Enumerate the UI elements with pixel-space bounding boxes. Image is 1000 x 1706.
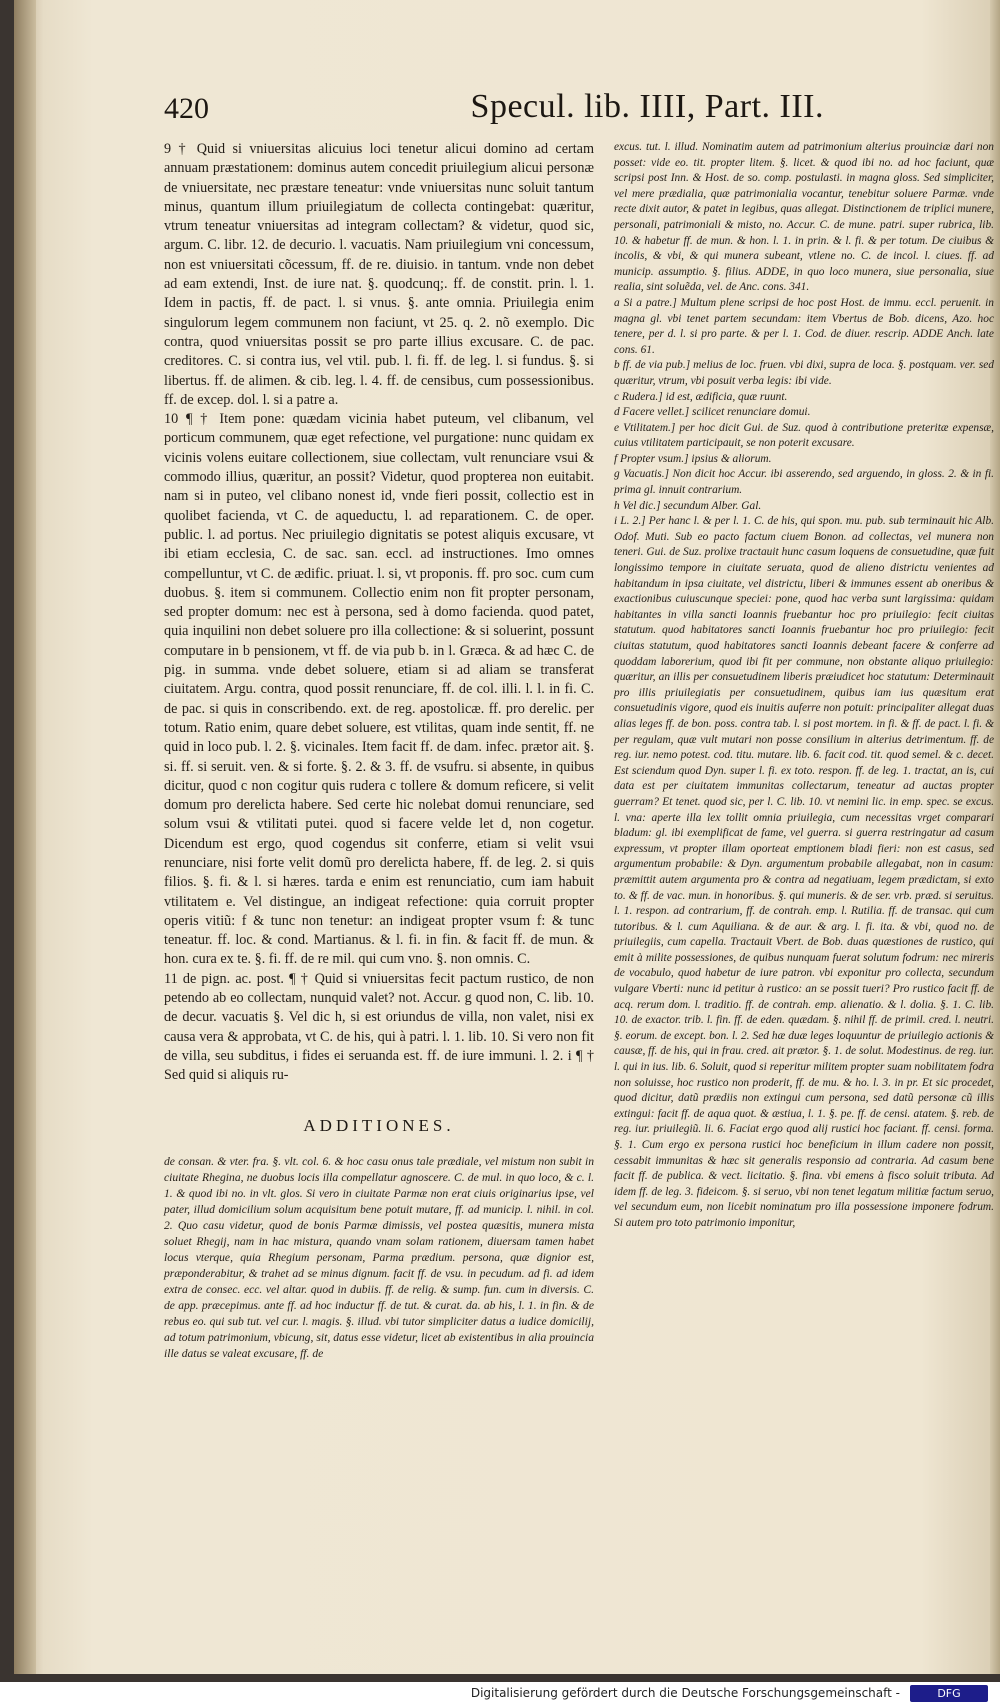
folio-number: 420 <box>164 92 209 125</box>
main-text-column <box>164 140 594 1086</box>
book-spine <box>14 0 36 1674</box>
gloss-g: g Vacuatis.] Non dicit hoc Accur. ibi asserendo, sed arguendo, in gloss. 2. & in fi. prima gl. innuit contrarium. <box>614 468 994 497</box>
digitization-footer <box>0 1682 1000 1706</box>
gloss-continuation: excus. tut. l. illud. Nominatim autem ad patrimonium alterius prouinciæ dari non posset: vide eo. tit. propter litem. §. licet. & quod ibi no. ad hoc faciunt, quæ scripsi post Inn. & Host. de so. comp. postulasti. in magna gloss. Sed simpliciter, vel mere prædialia, quæ patrimonialia vocantur, tenebitur soluere Parmæ. vnde recte dixit autor, & patet in legibus, quas allegat. Distinctionem de triplici munere, personali, patrimoniali & misto, no. Accur. C. de mune. patri. super rubrica, lib. 10. & habetur ff. de mun. & hon. l. 1. in prin. & l. fi. & per totum. De ciuibus & incolis, & vbi, & qui munera subeant, vtlene no. C. de incol. l. ciues. ff. ad municip. assumptio. §. filius. ADDE, in quo loco munera, siue personalia, siue realia, sint soluẽda, vel. de Anc. cons. 341. <box>614 141 994 294</box>
gloss-f: f Propter vsum.] ipsius & aliorum. <box>614 452 772 465</box>
gloss-e: e Vtilitatem.] per hoc dicit Gui. de Suz. quod à contributione preteritæ expensæ, cuius vtilitatem participauit, se non poterit excusare. <box>614 421 994 450</box>
gloss-h: h Vel dic.] secundum Alber. Gal. <box>614 499 762 512</box>
gloss-column <box>614 140 994 1232</box>
funding-note: Digitalisierung gefördert durch die Deutsche Forschungsgemeinschaft - <box>470 1686 900 1700</box>
book-page <box>14 0 1000 1674</box>
gloss-i: i L. 2.] Per hanc l. & per l. 1. C. de his, qui spon. mu. pub. sub terminauit hic Alb. Odof. Muti. Sub eo pacto factum ciuem Bonon. ad collectas, vel munera non teneri. Gui. de Suz. prolixe tractauit hunc casum loquens de consuetudine, quæ fuit longissimo tempore in ciuitate seruata, quod de alieno districtu venientes ad habitandum in ipsa ciuitate, vel districtu, liberi & immunes essent ab oneribus & exactionibus cuiuscunque speciei: pone, quod hac verba sunt largissima: quidam habitantes in villa sancti Ioannis fruebantur hoc pro priuilegio: fecit ciuitas statutum. quod habitatores sancti Ioannis fruebantur hoc pro priuilegio: fecit ciuitas statutum, quod habitatores sancti Ioannis debeant facere & conferre ad quoddam laborerium, quod ibi fit per commune, non obstante aliquo priuilegio: quæritur, an illis per consuetudinem liberis præiudicet hoc statutum: Determinauit pro illis priuilegiatis per consuetudinem, quibus iam ius quæsitum erat consuetudinis vigore, quod eis inuitis auferre non potuit: principaliter allegat duas alias leges ff. de bon. poss. contra tab. l. si post mortem. in fi. & ff. de pact. l. fi. & per regulam, quæ vult mutari non posse consilium in alterius detrimentum. ff. de reg. iur. nemo potest. cod. titu. mutare. lib. 6. facit cod. tit. quod semel. & c. decet. Est sciendum quod Dyn. super l. fi. ex toto. respon. ff. de leg. 1. tractat, an is, cui data est per ciuitatem immunitas collectarum, teneatur ad auctas propter guerram? Et tenet. quod sic, per l. C. lib. 10. vt nemini lic. in emp. spec. se excus. l. vna: aperte illa lex tollit omnia priuilegia, cum necessitas vrget comparari bladum: gl. ibi exemplificat de fame, vel guerra. si guerra restringatur ad casum expressum, vt propter illam oporteat emptionem bladi fieri: non est casus, sed argumentum probabile: & Dyn. argumentum probabile allegabat, non in casum: præmittit autem argumenta pro & contra ad negatiuam, legem prædictam, si exto to. & ff. de vac. mun. in honoribus. §. qui muneris. & de ser. vrb. præd. si seruitus. l. 1. respon. ad contrarium, ff. de contrah. emp. l. Rutilia. ff. de transac. qui cum tutoribus. & l. cum Aquiliana. & de aur. & arg. l. fi. ita. & vbi, quod no. de priuilegiis, cum capella. Tractauit Vbert. de Bob. duas quæstiones de rustico, qui emit à milite possessiones, de quibus nunquam fuerat solutum fodrum: nec mireris de vocabulo, quod habetur de iure patron. vbi exponitur pro collecta, secundum vulgare Vberti: nunc id petitur à rustico: an se possit tueri? Pro rustico facit ff. de acq. rerum dom. l. traditio. ff. de contrah. emp. alienatio. & l. dolia. §. 1. C. lib. 10. de exactor. trib. l. fin. ff. de eden. quædam. §. nihil ff. de primil. cred. l. neutri. §. eorum. de except. bon. l. 2. Sed hæ duæ leges loquuntur de priuilegio actionis & causæ, ff. de his, qui in frau. cred. ait prætor. §. 1. de solut. Modestinus. de reg. iur. l. qui in ius. lib. 6. Soluit, quod si reperitur militem propter suam nobilitatem fodra non soluisse, hoc rustico non proderit, ff. de mu. & ho. l. 3. in pr. Et sic procedet, quod dicitur, datũ prædiis non extingui cum persona, sed datũ personæ cũ illis extingui: facit ff. de aqua quot. & æstiua, l. 1. §. pe. ff. de censi. atatem. §. reb. de reg. iur. priuilegiũ. li. 6. Faciat ergo quod alij rustici hoc faciant. ff. censi. forma. §. 1. Cum ergo ex persona rustici hoc beneficium in illum cadere non possit, cessabit immunitas & hæc sit generalis responsio ad contraria. Ad casum bene facit ff. de publica. & vect. licitatio. §. fina. vbi emens à fisco soluit tributa. Ad idem ff. de leg. 3. fideicom. §. si seruo, vbi non tenet legatum militiæ factum seruo, vel secundum eum, non licebit nominatum pro illa possessione imponere fodrum. Si autem pro toto patrimonio imponitur, <box>614 515 994 1229</box>
gloss-b: b ff. de via pub.] melius de loc. fruen. vbi dixi, supra de loca. §. postquam. ver. sed quæritur, vtrum, vbi posuit verba legis: ibi vide. <box>614 359 994 387</box>
dfg-logo: DFG <box>910 1685 988 1702</box>
page-header <box>164 88 824 138</box>
additions-text: de consan. & vter. fra. §. vlt. col. 6. & hoc casu onus tale prædiale, vel mistum non subit in ciuitate Rhegina, ne duobus locis illa compellatur agnoscere. C. de mul. in quo loco, & c. l. 1. & quod ibi no. in vlt. glos. Si vero in ciuitate Parmæ non erat ciuis originarius ipse, vel pater, illud domicilium solum acquisitum bene potuit mutare, ff. ad municip. l. nihil. in col. 2. Quo casu videtur, quod de bonis Parmæ dimissis, vel postea quæsitis, munera mista soluet Rhegij, nam in hac mistura, quando vnam solam rationem, diuersam tamen habet locus vterque, quia Rhegium personam, Parma prædium. persona, quæ dignior est, præponderabitur, & trahet ad se minus dignum. facit ff. de vsu. in pecudum. ad fi. ad idem extra de consec. ecc. vel altar. quod in dubiis. ff. de relig. & sump. fun. cum in diversis. C. de app. præcepimus. ante ff. ad hoc inductur ff. de tut. & curat. da. ab his, l. 1. in fin. & de rebus eo. qui sub tut. vel cur. l. magis. §. illud. vbi tutor simpliciter datus a iudice domicilij, ad totum patrimonium, vbicung, sit, datus esse videtur, licet ab existentibus in alia prouincia ille datus se valeat excusare, ff. de <box>164 1155 594 1360</box>
gloss-c: c Rudera.] id est, ædificia, quæ ruunt. <box>614 390 788 403</box>
paragraph-11: 11 de pign. ac. post. ¶ † Quid si vniuersitas fecit pactum rustico, de non petendo ab eo collectam, nunquid valet? not. Accur. g quod non, C. lib. 10. de decur. vacuatis §. Vel dic h, si est oriundus de villa, non valet, nisi ex causa vera & approbata, vt C. de his, qui à patri. l. 1. lib. 10. Si vero non fit de villa, seu subditus, i fides ei seruanda est. ff. de iure immuni. l. 2. i ¶ † Sed quid si aliquis ru- <box>164 970 594 1084</box>
gloss-d: d Facere vellet.] scilicet renunciare domui. <box>614 406 811 419</box>
additions-heading: ADDITIONES. <box>303 1116 455 1135</box>
paragraph-9: 9 † Quid si vniuersitas alicuius loci tenetur alicui domino ad certam annuam præstationem: dominus autem concedit priuilegium alicui personæ de vniuersitate, nec præstare teneatur: vnde vniuersitas nunc soluit tantum minus, quantum illum priuilegiatum de collecta contingebat: quæritur, vtrum teneatur vniuersitas ad integram collectam? & videtur, quod sic, argum. C. libr. 12. de decurio. l. vacuatis. Nam priuilegium vni concessum, non est vniuersitati cõcessum, ff. de re. diuisio. in tantum. vnde non debet ad eam extendi, Inst. de iure nat. §. quodcunq;. ff. de constit. prin. l. 1. Idem in pactis, ff. de pact. l. si vnus. §. ante omnia. Priuilegia enim singulorum legem communem non faciunt, vt 25. q. 2. nõ exemplo. Dic contra, quod vniuersitas possit se pro parte illius excusare. C. de pac. creditores. C. si contra ius, vel vtil. pub. l. fi. ff. de leg. l. si fundus. §. si libertus. ff. de alimen. & cib. leg. l. 4. ff. de censibus, cum possessionibus. ff. de excep. dol. l. si a patre a. <box>164 141 594 408</box>
paragraph-10: 10 ¶ † Item pone: quædam vicinia habet puteum, vel clibanum, vel porticum communem, quæ eget refectione, vel purgatione: nunc quidam ex vicinis volens euitare collectionem, siue collectam, vult renunciare vsui & commodo illius, quæritur, an possit? Videtur, quod propterea non euitabit. nam si in puteo, vel clibano nonest id, vnde fieri possit, collectio est in quolibet facienda, vt C. de aqueductu, l. ad reparationem. C. de oper. public. l. ad portus. Nec priuilegio dignitatis se potest aliquis excusare, vt ibi etiam ecclesia, C. de sac. san. eccl. ad instructiones. Imo omnes compelluntur, vt C. de ædific. priuat. l. si, vt proponis. ff. pro soc. cum cum duobus. §. item si communem. Collectio enim non fit propter personam, sed propter domum: nec est à persona, sed à domo facienda. quod patet, quia inquilini non debet soluere pro illa collectione: & si soluerint, possunt computare in b pensionem, vt ff. de via pub b. in l. Græca. & ad hæc C. de pig. in summa. vnde debet soluere, etiam si ad aliam se transferat ciuitatem. Argu. contra, quod possit renunciare, ff. de col. illi. l. l. in fi. C. de pac. si quis in conscribendo. ext. de reg. apostolicæ. ff. pro derelic. per totum. Ratio enim, quare debet soluere, est vtilitas, quam inde sentit, ff. ne quid in loco pub. l. 2. §. vicinales. Item facit ff. de dam. infec. prætor ait. §. si. ff. si seruit. ven. & si forte. §. 2. & 3. ff. de vsufru. si absente, in quibus dicitur, quod c non cogitur quis rudera c tollere & domum reficere, si velit domum pro derelicta habere. Sed certe hic nolebat domui renunciare, sed solum vsui & vtilitati putei. quod si facere velde let d, non cogetur. Dicendum est ergo, quod cogendus sit conferre, etiam si velit vsui renunciare, nisi forte velit domũ pro derelicta habere, ff. de leg. 2. si quis filios. §. fi. & l. si hæres. tarda e enim est renunciatio, cum iam habuit vtilitatem e. Vel distingue, an indigeat refectione: quia corruit propter operis vitiũ: f & tunc non tenetur: an indigeat propter vsum f: & tunc teneatur. ff. loc. & cond. Martianus. & l. fi. in fin. & facit ff. de mun. & hon. cura ex te. §. fi. ff. de re mil. qui cum vno. §. non omnis. C. <box>164 411 594 968</box>
gloss-a: a Si a patre.] Multum plene scripsi de hoc post Host. de immu. eccl. peruenit. in magna gl. vbi tenet partem secundam: item Vbertus de Bob. dicens, Azo. hoc tenere, per d. l. si pro parte. & per l. 1. Cod. de diuer. rescrip. ADDE Anch. late cons. 61. <box>614 296 994 356</box>
running-title: Specul. lib. IIII, Part. III. <box>470 88 824 125</box>
